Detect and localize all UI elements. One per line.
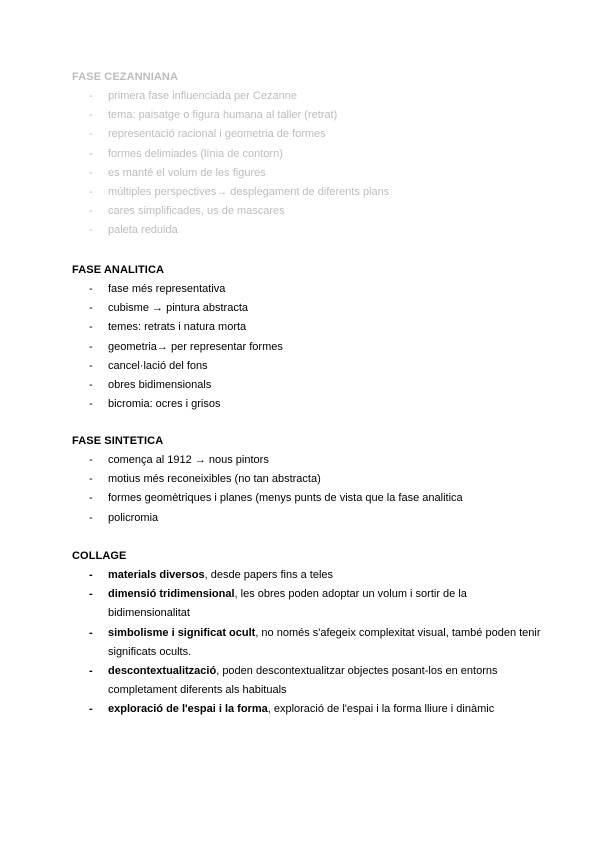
section-heading: FASE ANALITICA <box>72 264 165 276</box>
bullet-dash: - <box>89 398 93 411</box>
list-item-text: , les obres poden adoptar un volum i sortir de la bidimensionalitat <box>108 588 467 620</box>
bullet-dash: - <box>89 90 93 102</box>
bullet-dash: - <box>89 665 93 678</box>
section-heading: FASE SINTETICA <box>72 435 164 447</box>
bullet-dash: - <box>89 454 93 466</box>
bullet-dash: - <box>89 205 93 218</box>
list-item-text: comença al 1912 → nous pintors <box>108 454 269 466</box>
list-item <box>72 624 542 662</box>
list-item <box>72 451 542 470</box>
list-item-text: motius més reconeixibles (no tan abstracta) <box>108 473 321 486</box>
list-item <box>72 489 542 508</box>
bullet-list <box>72 280 542 414</box>
bullet-dash: - <box>89 492 93 505</box>
list-item <box>72 202 542 221</box>
list-item-text: formes delimiades (línia de contorn) <box>108 147 283 160</box>
list-item-text: primera fase influenciada per Cezanne <box>108 90 297 102</box>
bullet-dash: - <box>89 703 93 716</box>
section-heading: FASE CEZANNIANA <box>72 71 179 83</box>
list-item <box>72 566 542 585</box>
bullet-dash: - <box>89 359 93 372</box>
list-item-text: geometria→ per representar formes <box>108 340 283 353</box>
list-item-text: cares simplificades, us de mascares <box>108 205 285 218</box>
list-item-keyword: simbolisme i significat ocult <box>108 626 256 639</box>
list-item <box>72 338 542 357</box>
bullet-dash: - <box>89 224 93 237</box>
bullet-dash: - <box>89 379 93 392</box>
list-item <box>72 299 542 318</box>
list-item-text: es manté el volum de les figures <box>108 166 266 179</box>
list-item-keyword: descontextualització <box>108 665 217 678</box>
bullet-dash: - <box>89 473 93 486</box>
section-fase-cezanniana <box>72 68 542 241</box>
list-item <box>72 376 542 395</box>
list-item <box>72 221 542 240</box>
list-item-text: , poden descontextualitzar objectes posant-los en entorns completament diferents als habituals <box>108 665 498 697</box>
list-item-text: formes geomètriques i planes (menys punts de vista que la fase analitica <box>108 492 463 505</box>
bullet-dash: - <box>89 321 93 334</box>
bullet-dash: - <box>89 109 93 122</box>
list-item-text: múltiples perspectives→ desplegament de diferents plans <box>108 186 390 199</box>
list-item-text: bicromia: ocres i grisos <box>108 398 221 411</box>
list-item-text: representació racional i geometria de formes <box>108 128 326 141</box>
list-item-text: , desde papers fins a teles <box>204 569 334 581</box>
bullet-dash: - <box>89 128 93 141</box>
list-item-text: , no només s'afegeix complexitat visual, també poden tenir significats ocults. <box>108 626 541 658</box>
bullet-dash: - <box>89 302 93 315</box>
bullet-dash: - <box>89 340 93 353</box>
list-item <box>72 357 542 376</box>
section-heading: COLLAGE <box>72 550 127 562</box>
list-item-text: cancel·lació del fons <box>108 359 208 372</box>
list-item-keyword: materials diversos <box>108 569 205 581</box>
list-item <box>72 280 542 299</box>
list-item <box>72 585 542 623</box>
list-item <box>72 700 542 719</box>
list-item <box>72 183 542 202</box>
list-item-keyword: dimensió tridimensional <box>108 588 235 601</box>
list-item-text: , exploració de l'espai i la forma lliure i dinàmic <box>267 703 495 716</box>
list-item-text: cubisme → pintura abstracta <box>108 302 249 315</box>
section-fase-analitica <box>72 261 542 414</box>
list-item-text: fase més representativa <box>108 283 226 295</box>
bullet-dash: - <box>89 511 93 524</box>
section-collage <box>72 547 542 720</box>
list-item <box>72 318 542 337</box>
bullet-list <box>72 451 542 528</box>
list-item <box>72 509 542 528</box>
list-item <box>72 125 542 144</box>
list-item-text: policromia <box>108 511 159 524</box>
list-item-text: tema: paisatge o figura humana al taller (retrat) <box>108 109 338 122</box>
bullet-dash: - <box>89 283 93 295</box>
list-item-text: paleta reduida <box>108 224 178 237</box>
bullet-dash: - <box>89 626 93 639</box>
section-fase-sintetica <box>72 432 542 528</box>
bullet-list <box>72 87 542 241</box>
list-item-text: temes: retrats i natura morta <box>108 321 247 334</box>
list-item <box>72 662 542 700</box>
list-item <box>72 470 542 489</box>
list-item <box>72 106 542 125</box>
bullet-list <box>72 566 542 720</box>
bullet-dash: - <box>89 147 93 160</box>
list-item-text: obres bidimensionals <box>108 379 212 392</box>
list-item <box>72 87 542 106</box>
list-item <box>72 145 542 164</box>
bullet-dash: - <box>89 569 93 581</box>
bullet-dash: - <box>89 166 93 179</box>
list-item <box>72 164 542 183</box>
bullet-dash: - <box>89 186 93 199</box>
list-item-keyword: exploració de l'espai i la forma <box>108 703 268 716</box>
list-item <box>72 395 542 414</box>
bullet-dash: - <box>89 588 93 601</box>
